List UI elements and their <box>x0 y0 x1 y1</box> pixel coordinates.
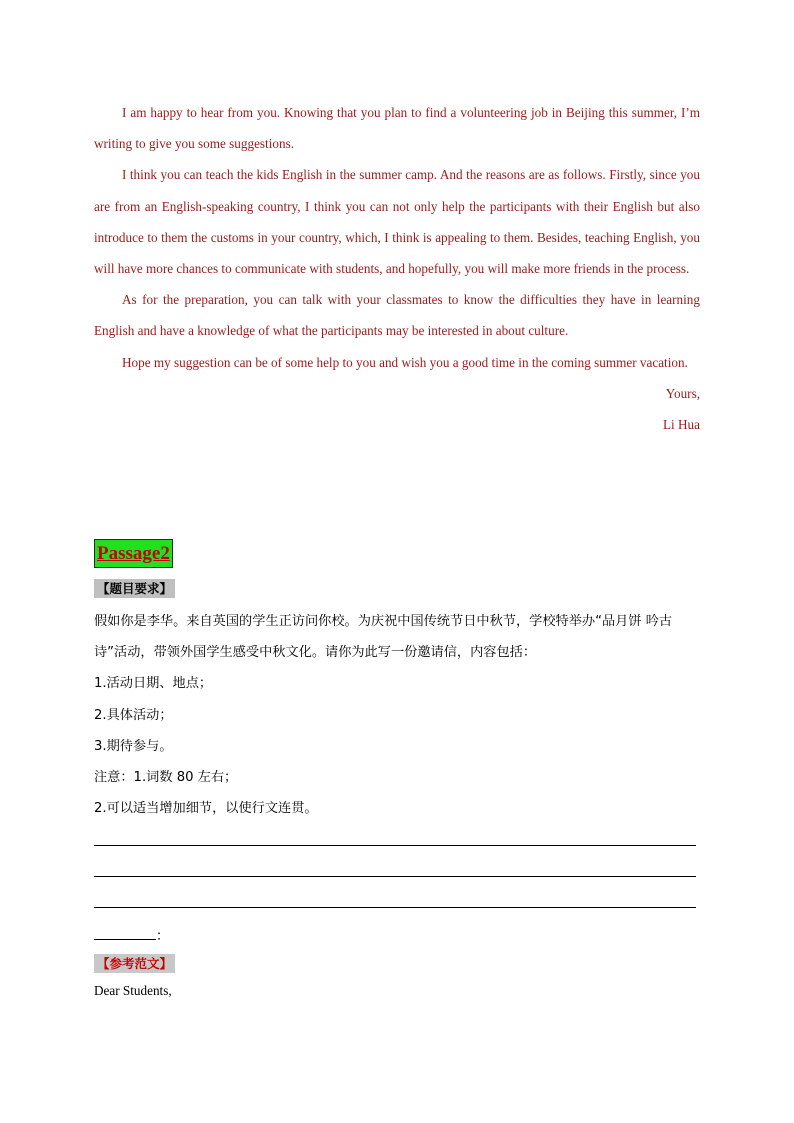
task-item-3: 3.期待参与。 <box>94 738 173 754</box>
task-prompt: 假如你是李华。来自英国的学生正访问你校。为庆祝中国传统节日中秋节，学校特举办“品月饼 吟古诗”活动，带领外国学生感受中秋文化。请你为此写一份邀请信，内容包括： <box>94 614 673 661</box>
reference-greeting: Dear Students, <box>94 983 172 998</box>
task-description <box>94 606 700 824</box>
answer-line-2[interactable] <box>94 876 696 877</box>
greeting-fill-blank[interactable] <box>94 925 156 940</box>
letter-closing: Yours, <box>665 385 700 401</box>
letter-paragraph-3: As for the preparation, you can talk with your classmates to know the difficulties they have in learning English and have a knowledge of what the participants may be interested in about culture. <box>94 292 700 339</box>
greeting-colon: ： <box>156 929 170 944</box>
letter-paragraph-1: I am happy to hear from you. Knowing that you plan to find a volunteering job in Beijing this summer, I’m writing to give you some suggestions. <box>94 105 700 152</box>
greeting-blank <box>94 925 169 944</box>
task-note-1: 注意：1.词数 80 左右； <box>94 770 238 786</box>
answer-line-3[interactable] <box>94 907 696 908</box>
reference-tag: 【参考范文】 <box>94 954 175 973</box>
task-note-2: 2.可以适当增加细节，以使行文连贯。 <box>94 801 318 817</box>
answer-line-1[interactable] <box>94 845 696 846</box>
sample-letter <box>94 97 700 440</box>
passage-title: Passage2 <box>94 539 173 568</box>
requirement-tag: 【题目要求】 <box>94 579 175 598</box>
letter-paragraph-4: Hope my suggestion can be of some help to you and wish you a good time in the coming summer vacation. <box>122 354 688 370</box>
task-item-2: 2.具体活动； <box>94 707 173 723</box>
task-item-1: 1.活动日期、地点； <box>94 676 213 692</box>
letter-signature: Li Hua <box>663 417 700 433</box>
letter-paragraph-2: I think you can teach the kids English in the summer camp. And the reasons are as follows. Firstly, since you are from an English-speaking country, I think you can not only help the participants with their English but also introduce to them the customs in your country, which, I think is appealing to them. Besides, teaching English, you will have more chances to communicate with students, and hopefully, you will make more friends in the process. <box>94 167 700 277</box>
